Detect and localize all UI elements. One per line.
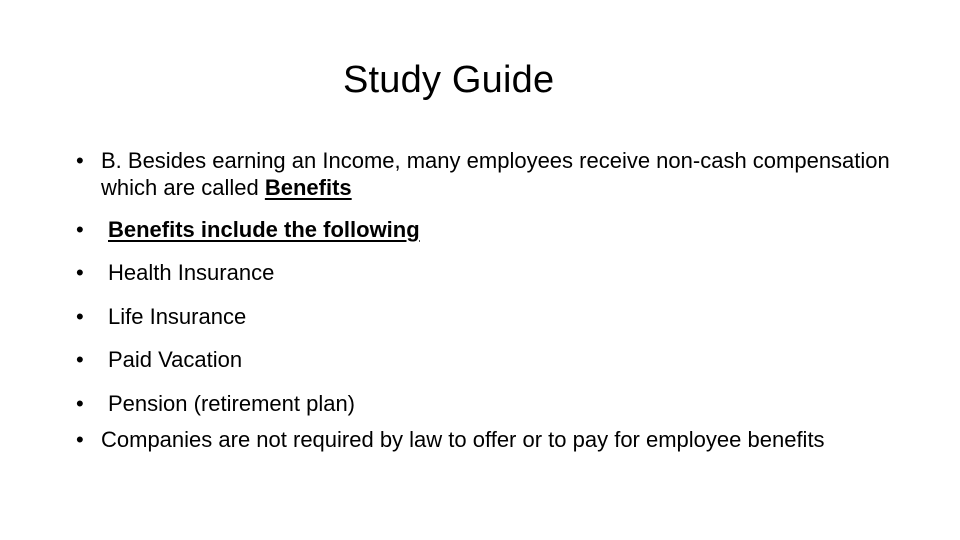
- bullet-text-plain: B. Besides earning an Income, many employees receive non-cash compensation which are called: [101, 148, 890, 200]
- benefits-emphasis: Benefits: [264, 175, 352, 200]
- bullet-icon: •: [76, 217, 84, 242]
- bullet-text: Life Insurance: [108, 304, 247, 329]
- bullet-text: Pension (retirement plan): [108, 391, 356, 416]
- bullet-text: Paid Vacation: [108, 347, 243, 372]
- slide-title: Study Guide: [343, 59, 555, 101]
- bullet-icon: •: [76, 427, 84, 452]
- bullet-icon: •: [76, 260, 84, 285]
- bullet-text: Companies are not required by law to offer or to pay for employee benefits: [101, 427, 825, 452]
- bullet-icon: •: [76, 391, 84, 416]
- bullet-text: Benefits include the following: [108, 217, 420, 242]
- bullet-icon: •: [76, 148, 84, 173]
- bullet-text: [101, 147, 901, 201]
- bullet-icon: •: [76, 347, 84, 372]
- bullet-text: Health Insurance: [108, 260, 275, 285]
- bullet-icon: •: [76, 304, 84, 329]
